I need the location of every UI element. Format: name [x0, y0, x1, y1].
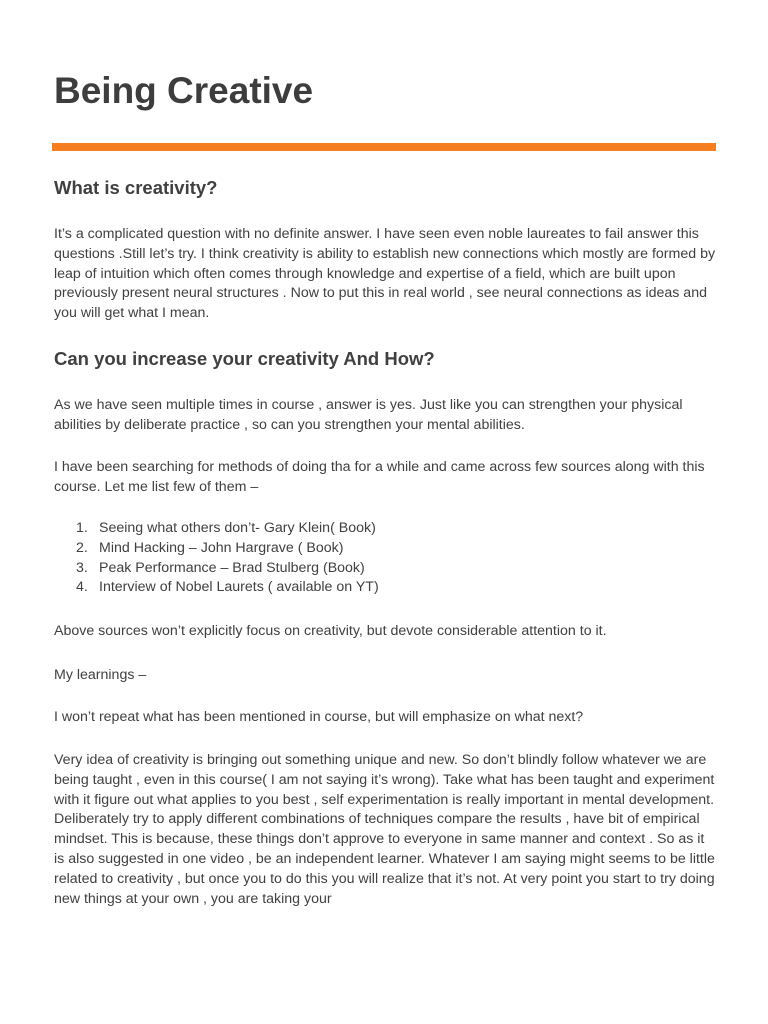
list-item-text: Interview of Nobel Laurets ( available on YT)	[99, 579, 379, 596]
paragraph-definition	[54, 225, 716, 324]
paragraph-learnings-body-text: Very idea of creativity is bringing out something unique and new. So don’t blindly follow whatever we are being taught , even in this course( I am not saying it’s wrong). Take what has been taught and experiment with it figure out what applies to you best , self experimentation is really important in mental development. Deliberately try to apply different combinations of techniques compare the results , have bit of empirical mindset. This is because, these things don’t approve to everyone in same manner and context . So as it is also suggested in one video , be an independent learner. Whatever I am saying might seems to be little related to creativity , but once you to do this you will realize that it’s not. At very point you start to try doing new things at your own , you are taking your	[54, 752, 715, 907]
title-divider	[52, 143, 716, 151]
paragraph-sources-note-text: Above sources won’t explicitly focus on creativity, but devote considerable attention to it.	[54, 623, 607, 639]
list-item	[54, 539, 379, 559]
list-item-text: Mind Hacking – John Hargrave ( Book)	[99, 539, 344, 556]
list-item	[54, 559, 379, 579]
heading-increase-creativity: Can you increase your creativity And How?	[54, 348, 435, 369]
paragraph-practice-text: As we have seen multiple times in course , answer is yes. Just like you can strengthen your physical abilities by deliberate practice , so can you strengthen your mental abilities.	[54, 397, 683, 433]
list-item-number: 3.	[76, 559, 88, 576]
learnings-label	[54, 666, 716, 686]
list-item	[54, 519, 379, 539]
heading-what-is-creativity: What is creativity?	[54, 177, 218, 198]
paragraph-emphasis	[54, 708, 716, 728]
paragraph-searching	[54, 458, 716, 498]
list-item-number: 4.	[76, 579, 88, 596]
list-item-text: Peak Performance – Brad Stulberg (Book)	[99, 559, 365, 576]
list-item	[54, 578, 379, 598]
paragraph-sources-note	[54, 622, 716, 642]
paragraph-emphasis-text: I won’t repeat what has been mentioned in course, but will emphasize on what next?	[54, 709, 584, 725]
document-title: Being Creative	[54, 70, 314, 111]
list-item-text: Seeing what others don’t- Gary Klein( Book)	[99, 520, 376, 536]
list-item-number: 2.	[76, 539, 88, 556]
paragraph-definition-text: It’s a complicated question with no definite answer. I have seen even noble laureates to fail answer this questions .Still let’s try. I think creativity is ability to establish new connections which mostly are formed by leap of intuition which often comes through knowledge and expertise of a field, which are built upon previously present neural structures . Now to put this in real world , see neural connections as ideas and you will get what I mean.	[54, 226, 716, 322]
paragraph-searching-text: I have been searching for methods of doing tha for a while and came across few sources along with this course. Let me list few of them –	[54, 459, 705, 495]
list-item-number: 1.	[76, 520, 88, 536]
paragraph-practice	[54, 396, 716, 436]
paragraph-learnings-body	[54, 751, 716, 909]
learnings-label-text: My learnings –	[54, 667, 147, 683]
sources-list	[54, 519, 379, 598]
